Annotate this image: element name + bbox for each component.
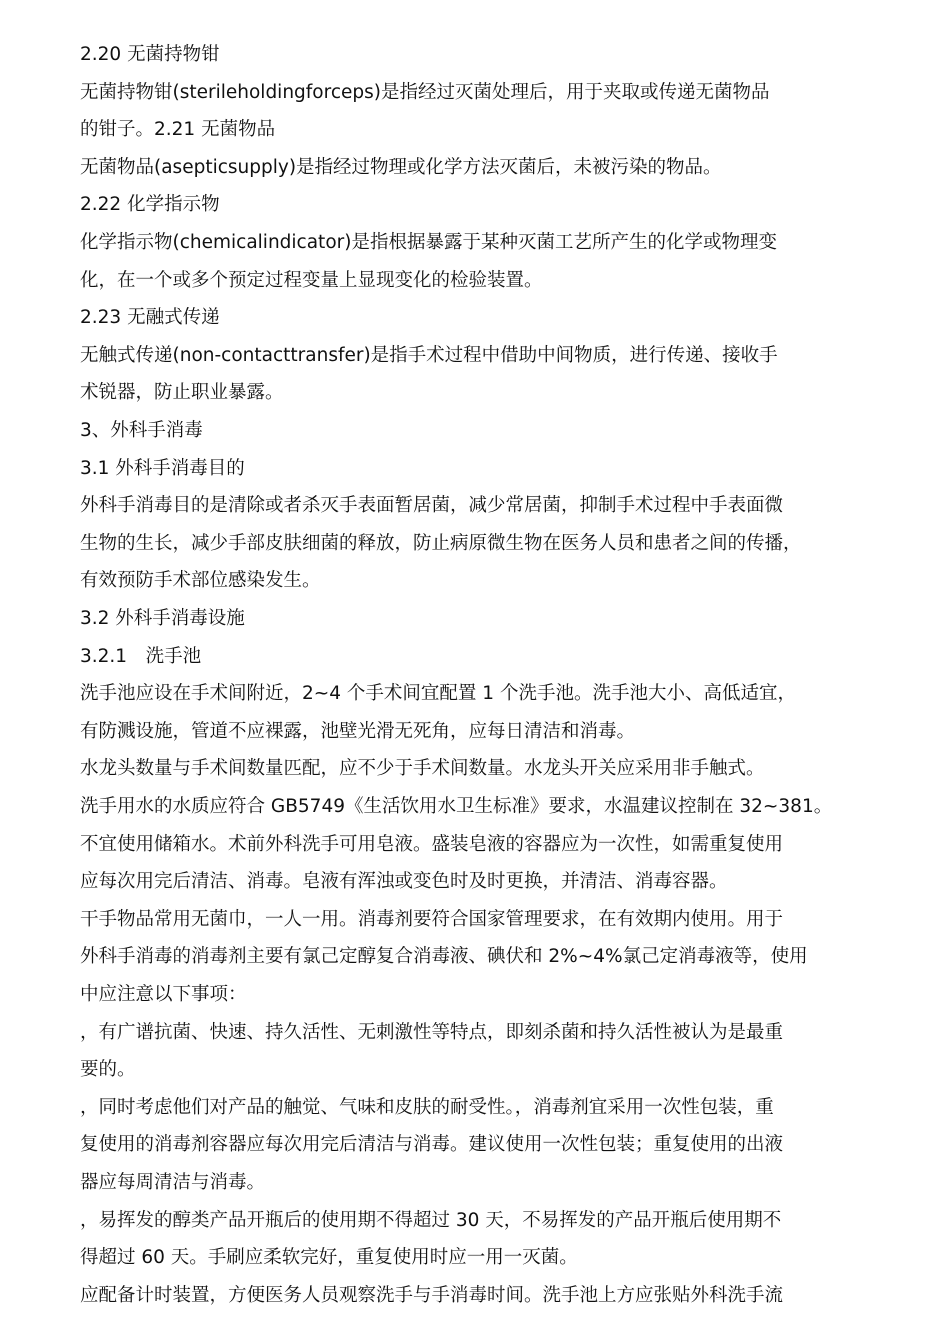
text-line: 干手物品常用无菌巾，一人一用。消毒剂要符合国家管理要求，在有效期内使用。用于: [80, 909, 784, 930]
text-line: 的钳子。2.21 无菌物品: [80, 119, 276, 140]
text-line: 要的。: [80, 1059, 136, 1080]
text-line: 器应每周清洁与消毒。: [80, 1172, 266, 1193]
text-line: 不宜使用储箱水。术前外科洗手可用皂液。盛装皂液的容器应为一次性，如需重复使用: [80, 834, 784, 855]
text-line: 应配备计时装置，方便医务人员观察洗手与手消毒时间。洗手池上方应张贴外科洗手流: [80, 1285, 784, 1306]
text-line: 无菌持物钳(sterileholdingforceps)是指经过灭菌处理后，用于夹取或传递无菌物品: [80, 82, 770, 103]
text-line: ，易挥发的醇类产品开瓶后的使用期不得超过 30 天，不易挥发的产品开瓶后使用期不: [80, 1210, 782, 1231]
text-line: 应每次用完后清洁、消毒。皂液有浑浊或变色时及时更换，并清洁、消毒容器。: [80, 871, 728, 892]
text-line: 复使用的消毒剂容器应每次用完后清洁与消毒。建议使用一次性包装；重复使用的出液: [80, 1134, 784, 1155]
text-line: 有效预防手术部位感染发生。: [80, 570, 321, 591]
text-line: 洗手用水的水质应符合 GB5749《生活饮用水卫生标准》要求，水温建议控制在 32~381。: [80, 796, 833, 817]
text-line: 无菌物品(asepticsupply)是指经过物理或化学方法灭菌后，未被污染的物品。: [80, 157, 722, 178]
text-line: 无触式传递(non-contacttransfer)是指手术过程中借助中间物质，进行传递、接收手: [80, 345, 778, 366]
text-line: 3.2 外科手消毒设施: [80, 608, 245, 629]
text-line: 水龙头数量与手术间数量匹配，应不少于手术间数量。水龙头开关应采用非手触式。: [80, 758, 765, 779]
text-line: 术锐器，防止职业暴露。: [80, 382, 284, 403]
text-line: ，有广谱抗菌、快速、持久活性、无刺激性等特点，即刻杀菌和持久活性被认为是最重: [80, 1022, 784, 1043]
text-line: 外科手消毒的消毒剂主要有氯己定醇复合消毒液、碘伏和 2%~4%氯己定消毒液等，使用: [80, 946, 808, 967]
text-line: 3、外科手消毒: [80, 420, 203, 441]
text-line: 2.22 化学指示物: [80, 194, 220, 215]
text-line: 2.23 无融式传递: [80, 307, 220, 328]
text-line: 外科手消毒目的是清除或者杀灭手表面暂居菌，减少常居菌，抑制手术过程中手表面微: [80, 495, 784, 516]
text-line: 3.1 外科手消毒目的: [80, 458, 245, 479]
text-line: 2.20 无菌持物钳: [80, 44, 220, 65]
text-line: 中应注意以下事项：: [80, 984, 247, 1005]
text-line: 有防溅设施，管道不应裸露，池壁光滑无死角，应每日清洁和消毒。: [80, 721, 636, 742]
text-line: ，同时考虑他们对产品的触觉、气味和皮肤的耐受性。，消毒剂宜采用一次性包装，重: [80, 1097, 774, 1118]
text-line: 化学指示物(chemicalindicator)是指根据暴露于某种灭菌工艺所产生的化学或物理变: [80, 232, 777, 253]
text-line: 化，在一个或多个预定过程变量上显现变化的检验装置。: [80, 270, 543, 291]
text-line: 生物的生长，减少手部皮肤细菌的释放，防止病原微生物在医务人员和患者之间的传播，: [80, 533, 802, 554]
text-line: 洗手池应设在手术间附近，2~4 个手术间宜配置 1 个洗手池。洗手池大小、高低适宜，: [80, 683, 796, 704]
text-line: 3.2.1 洗手池: [80, 646, 202, 667]
text-line: 得超过 60 天。手刷应柔软完好，重复使用时应一用一灭菌。: [80, 1247, 578, 1268]
